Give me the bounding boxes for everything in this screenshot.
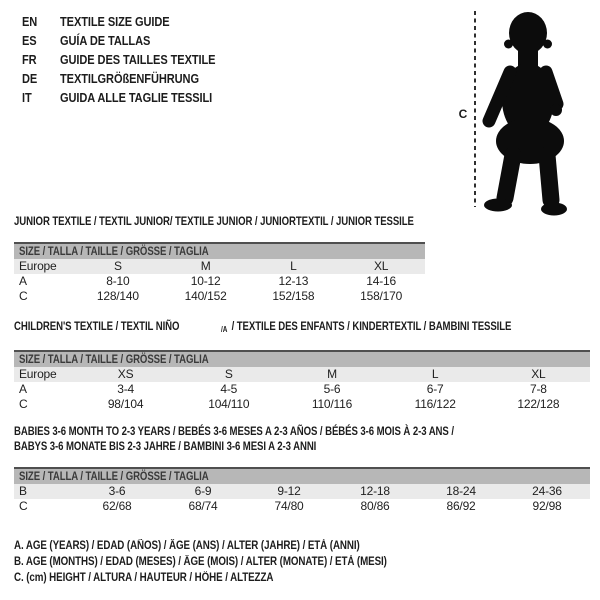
language-code xyxy=(22,50,60,69)
row-label: C xyxy=(19,397,28,411)
row-label: B xyxy=(14,484,74,499)
size-value: XL xyxy=(337,259,425,274)
size-value: 128/140 xyxy=(96,289,139,303)
size-table xyxy=(14,367,590,412)
language-title-text: TEXTILGRÖßENFÜHRUNG xyxy=(60,71,199,86)
table-row xyxy=(14,484,590,499)
language-code xyxy=(22,12,60,31)
size-value: 86/92 xyxy=(446,499,476,513)
size-value: 5-6 xyxy=(323,382,341,396)
size-value: 4-5 xyxy=(220,382,238,396)
table-title-text: /A xyxy=(220,325,228,334)
size-value: L xyxy=(250,259,338,274)
table-title-text: JUNIOR TEXTILE / TEXTIL JUNIOR/ TEXTILE JUNIOR / JUNIORTEXTIL / JUNIOR TESSILE xyxy=(14,214,414,228)
table-title-line xyxy=(14,439,590,454)
table-row xyxy=(14,259,425,274)
table-title-line xyxy=(14,214,425,229)
size-value: XL xyxy=(487,367,590,382)
table-row xyxy=(14,382,590,397)
size-value: 3-6 xyxy=(74,484,160,499)
language-code-text: FR xyxy=(22,52,37,67)
language-title xyxy=(60,14,189,29)
table-title-text: CHILDREN'S TEXTILE / TEXTIL NIÑO xyxy=(14,319,180,333)
row-label: C xyxy=(19,499,28,513)
language-code-text: EN xyxy=(22,14,38,29)
language-code-text: DE xyxy=(22,71,38,86)
legend-line-text: B. AGE (MONTHS) / EDAD (MESES) / ÂGE (MOIS) / ALTER (MONATE) / ETÀ (MESI) xyxy=(14,556,387,568)
language-code-text: ES xyxy=(22,33,37,48)
table-row xyxy=(14,499,590,514)
row-label: A xyxy=(19,382,27,396)
language-title-text: GUIDA ALLE TAGLIE TESSILI xyxy=(60,90,213,105)
language-title-list xyxy=(22,12,243,107)
row-label: Europe xyxy=(14,259,74,274)
size-value: M xyxy=(280,367,383,382)
language-title xyxy=(60,71,223,86)
size-value: L xyxy=(384,367,487,382)
language-title-text: GUIDE DES TAILLES TEXTILE xyxy=(60,52,216,67)
legend-line-text: C. (cm) HEIGHT / ALTURA / HAUTEUR / HÖHE / ALTEZZA xyxy=(14,572,274,584)
size-value: 7-8 xyxy=(530,382,547,396)
language-title xyxy=(60,33,166,48)
table-title-text: BABYS 3-6 MONATE BIS 2-3 JAHRE / BAMBINI 3-6 MESI A 2-3 ANNI xyxy=(14,439,317,453)
table-row xyxy=(14,289,425,304)
size-value: 6-9 xyxy=(160,484,246,499)
size-header-text: SIZE / TALLA / TAILLE / GRÖSSE / TAGLIA xyxy=(19,352,209,366)
size-value: 12-18 xyxy=(332,484,418,499)
size-value: 6-7 xyxy=(426,382,444,396)
legend-line-text: A. AGE (YEARS) / EDAD (AÑOS) / ÂGE (ANS) / ALTER (JAHRE) / ETÀ (ANNI) xyxy=(14,540,360,552)
size-table xyxy=(14,484,590,514)
table-row xyxy=(14,397,590,412)
size-table xyxy=(14,259,425,304)
language-title xyxy=(60,90,239,105)
size-value: XS xyxy=(74,367,177,382)
table-title xyxy=(14,319,590,337)
size-value: M xyxy=(162,259,250,274)
size-value: 3-4 xyxy=(117,382,134,396)
size-value: S xyxy=(177,367,280,382)
language-row xyxy=(22,12,243,31)
table-title-line xyxy=(14,319,590,337)
size-value: 24-36 xyxy=(504,484,590,499)
table-title xyxy=(14,424,590,454)
size-value: 8-10 xyxy=(106,274,130,288)
size-value: 9-12 xyxy=(246,484,332,499)
size-value: 98/104 xyxy=(107,397,144,411)
height-measure-label: C xyxy=(458,107,468,121)
size-value: 68/74 xyxy=(188,499,218,513)
language-row xyxy=(22,88,243,107)
size-value: 116/122 xyxy=(414,397,456,411)
row-label: Europe xyxy=(14,367,74,382)
size-value: 152/158 xyxy=(272,289,315,303)
size-value: 140/152 xyxy=(184,289,227,303)
measurement-legend xyxy=(14,538,453,586)
table-size-header xyxy=(14,467,590,484)
size-value: 104/110 xyxy=(208,397,250,411)
language-row xyxy=(22,69,243,88)
row-label: A xyxy=(19,274,27,288)
size-value: 92/98 xyxy=(532,499,562,513)
baby-silhouette xyxy=(450,8,580,223)
language-row xyxy=(22,50,243,69)
table-title-text: BABIES 3-6 MONTH TO 2-3 YEARS / BEBÉS 3-6 MESES A 2-3 AÑOS / BÉBÉS 3-6 MOIS À 2-3 ANS / xyxy=(14,424,454,438)
language-title-text: TEXTILE SIZE GUIDE xyxy=(60,14,170,29)
table-title xyxy=(14,214,425,229)
junior-size-table-section xyxy=(14,214,425,304)
table-size-header xyxy=(14,242,425,259)
baby-silhouette-body xyxy=(484,12,567,216)
size-value: S xyxy=(74,259,162,274)
legend-line xyxy=(14,538,453,554)
size-value: 74/80 xyxy=(274,499,304,513)
legend-line xyxy=(14,554,453,570)
table-row xyxy=(14,367,590,382)
size-value: 80/86 xyxy=(360,499,390,513)
language-code xyxy=(22,31,60,50)
size-header-text: SIZE / TALLA / TAILLE / GRÖSSE / TAGLIA xyxy=(19,244,209,258)
language-code xyxy=(22,88,60,107)
legend-line xyxy=(14,570,453,586)
table-title-line xyxy=(14,424,590,439)
language-row xyxy=(22,31,243,50)
children-size-table-section xyxy=(14,319,590,412)
language-title-text: GUÍA DE TALLAS xyxy=(60,33,151,48)
size-value: 122/128 xyxy=(517,397,560,411)
size-value: 12-13 xyxy=(278,274,309,288)
size-header-text: SIZE / TALLA / TAILLE / GRÖSSE / TAGLIA xyxy=(19,469,209,483)
size-value: 18-24 xyxy=(418,484,504,499)
row-label: C xyxy=(19,289,28,303)
size-value: 110/116 xyxy=(311,397,353,411)
language-title xyxy=(60,52,243,67)
table-title-text: / TEXTILE DES ENFANTS / KINDERTEXTIL / BAMBINI TESSILE xyxy=(228,319,511,333)
language-code xyxy=(22,69,60,88)
babies-size-table-section xyxy=(14,424,590,514)
size-value: 14-16 xyxy=(366,274,396,288)
table-row xyxy=(14,274,425,289)
language-code-text: IT xyxy=(22,90,32,105)
size-value: 158/170 xyxy=(360,289,403,303)
table-size-header xyxy=(14,350,590,367)
size-value: 10-12 xyxy=(190,274,221,288)
size-value: 62/68 xyxy=(102,499,132,513)
